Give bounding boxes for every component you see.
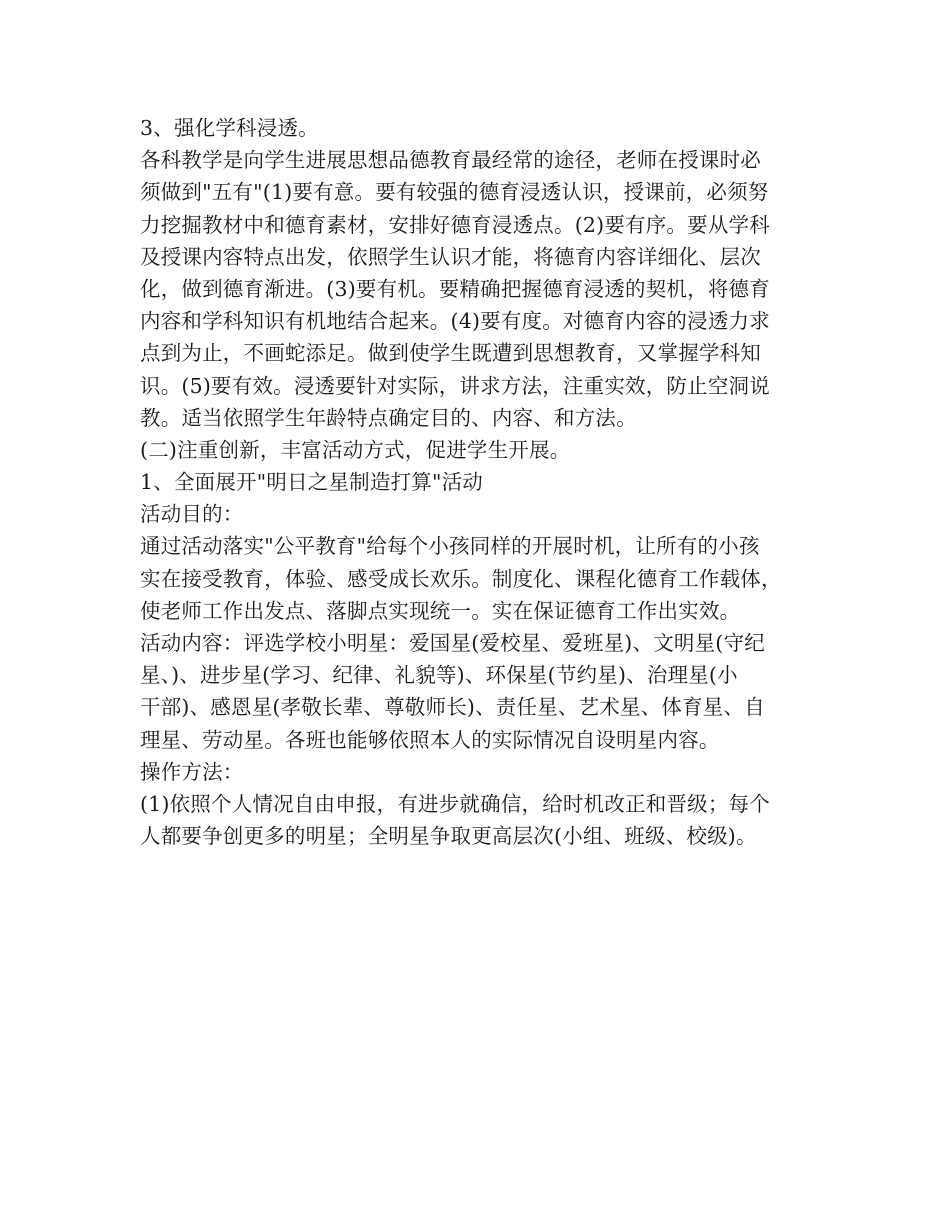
section-heading: 1、全面展开"明日之星制造打算"活动 [140, 470, 484, 495]
paragraph-line: 力挖掘教材中和德育素材，安排好德育浸透点。(2)要有序。要从学科 [140, 212, 770, 237]
paragraph-line: 须做到"五有"(1)要有意。要有较强的德育浸透认识，授课前，必须努 [140, 180, 769, 205]
section-heading: 3、强化学科浸透。 [140, 116, 319, 140]
paragraph-line: 教。适当依照学生年龄特点确定目的、内容、和方法。 [140, 405, 637, 430]
paragraph-line: 人都要争创更多的明星；全明星争取更高层次(小组、班级、校级)。 [140, 824, 757, 849]
subheading: 活动目的： [140, 502, 244, 527]
paragraph-line: 活动内容：评选学校小明星：爱国星(爱校星、爱班星)、文明星(守纪 [140, 631, 765, 655]
paragraph-line: 理星、劳动星。各班也能够依照本人的实际情况自设明星内容。 [140, 727, 720, 752]
subheading: 操作方法： [140, 759, 244, 784]
paragraph-line: (1)依照个人情况自由申报，有进步就确信，给时机改正和晋级；每个 [140, 791, 770, 816]
paragraph-line: 使老师工作出发点、落脚点实现统一。实在保证德育工作出实效。 [140, 598, 741, 623]
section-heading: (二)注重创新，丰富活动方式，促进学生开展。 [140, 437, 571, 462]
paragraph-line: 通过活动落实"公平教育"给每个小孩同样的开展时机，让所有的小孩 [140, 534, 760, 559]
paragraph-line: 内容和学科知识有机地结合起来。(4)要有度。对德育内容的浸透力求 [140, 309, 770, 334]
paragraph-line: 识。(5)要有效。浸透要针对实际，讲求方法，注重实效，防止空洞说 [140, 373, 770, 398]
paragraph-line: 各科教学是向学生进展思想品德教育最经常的途径，老师在授课时必 [140, 148, 761, 173]
paragraph-line: 实在接受教育，体验、感受成长欢乐。制度化、课程化德育工作载体， [140, 566, 782, 591]
paragraph-line: 点到为止，不画蛇添足。做到使学生既遭到思想教育，又掌握学科知 [140, 341, 761, 366]
paragraph-line: 化，做到德育渐进。(3)要有机。要精确把握德育浸透的契机，将德育 [140, 276, 770, 301]
paragraph-line: 及授课内容特点出发，依照学生认识才能，将德育内容详细化、层次 [140, 244, 761, 269]
paragraph-line: 干部)、感恩星(孝敬长辈、尊敬师长)、责任星、艺术星、体育星、自 [140, 695, 765, 720]
paragraph-line: 星、)、进步星(学习、纪律、礼貌等)、环保星(节约星)、治理星(小 [140, 663, 738, 688]
document-body [140, 112, 820, 852]
